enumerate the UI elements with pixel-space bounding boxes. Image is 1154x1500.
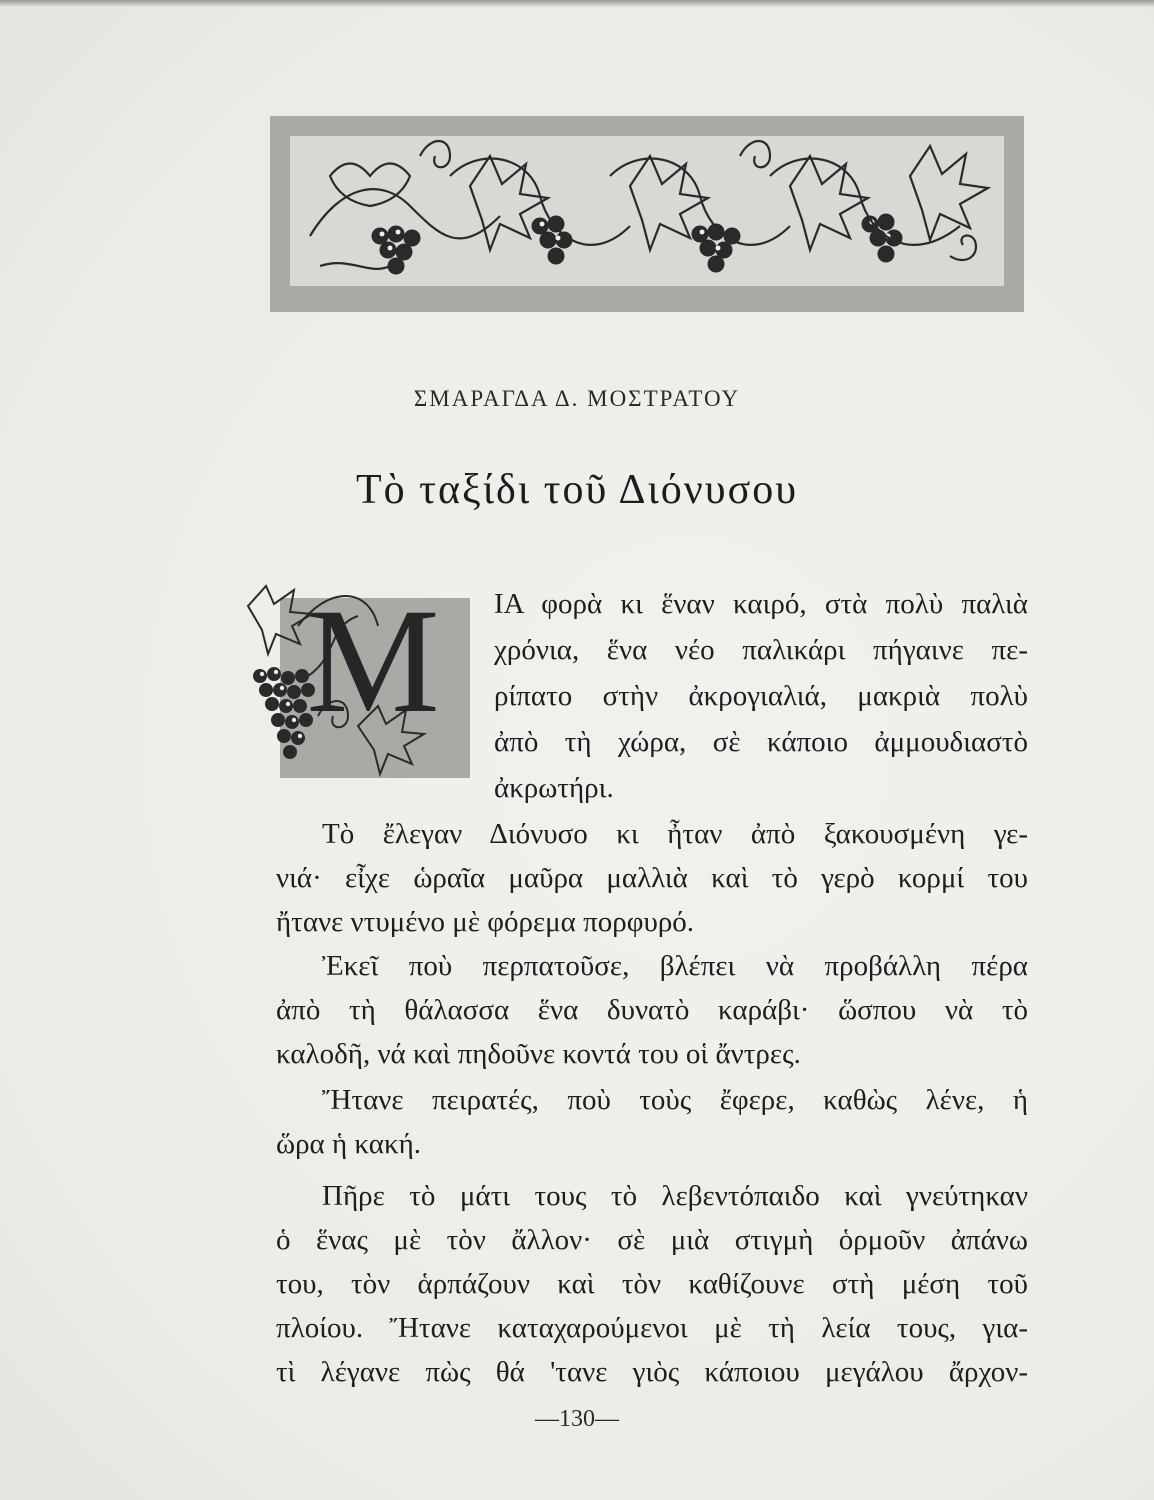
grapevine-ornament-icon — [270, 116, 1024, 312]
text-line: Πῆρε τὸ μάτι τους τὸ λεβεντόπαιδο καὶ γνεύτηκαν — [322, 1180, 1028, 1212]
scan-edge — [0, 0, 1154, 8]
dropcap-letter: Μ — [306, 578, 440, 744]
text-line: τὶ λέγανε πὼς θά 'τανε γιὸς κάποιου μεγάλου ἄρχον- — [276, 1356, 1028, 1388]
text-line: Ἐκεῖ ποὺ περπατοῦσε, βλέπει νὰ προβάλλη πέρα — [322, 950, 1028, 982]
text-line: πλοίου. Ἤτανε καταχαρούμενοι μὲ τὴ λεία τους, για- — [276, 1312, 1028, 1344]
page-number: —130— — [535, 1406, 619, 1432]
text-line: ΙΑ φορὰ κι ἕναν καιρό, στὰ πολὺ παλιὰ — [494, 588, 1028, 620]
chapter-title: Τὸ ταξίδι τοῦ Διόνυσου — [355, 467, 799, 513]
text-line: ρίπατο στὴν ἀκρογιαλιά, μακριὰ πολὺ — [494, 680, 1028, 712]
text-line: ἀπὸ τὴ θάλασσα ἕνα δυνατὸ καράβι· ὥσπου νὰ τὸ — [276, 994, 1028, 1026]
text-line: χρόνια, ἕνα νέο παλικάρι πήγαινε πε- — [494, 634, 1028, 666]
dropcap-block — [238, 566, 478, 782]
text-line: ὁ ἕνας μὲ τὸν ἄλλον· σὲ μιὰ στιγμὴ ὁρμοῦν ἀπάνω — [276, 1224, 1028, 1256]
text-line: του, τὸν ἁρπάζουν καὶ τὸν καθίζουνε στὴ μέση τοῦ — [276, 1268, 1028, 1300]
text-line: ἀπὸ τὴ χώρα, σὲ κάποιο ἀμμουδιαστὸ — [494, 726, 1028, 758]
text-line: ἤτανε ντυμένο μὲ φόρεμα πορφυρό. — [276, 906, 695, 938]
text-line: Ἤτανε πειρατές, ποὺ τοὺς ἔφερε, καθὼς λένε, ἡ — [322, 1084, 1028, 1116]
author-name: ΣΜΑΡΑΓΔΑ Δ. ΜΟΣΤΡΑΤΟΥ — [413, 386, 741, 411]
text-line: νιά· εἶχε ὡραῖα μαῦρα μαλλιὰ καὶ τὸ γερὸ κορμί του — [276, 862, 1028, 894]
text-line: Τὸ ἔλεγαν Διόνυσο κι ἦταν ἀπὸ ξακουσμένη γε- — [322, 818, 1028, 850]
text-line: ἀκρωτήρι. — [494, 772, 614, 804]
text-line: ὥρα ἡ κακή. — [276, 1128, 421, 1160]
text-line: καλοδῆ, νά καὶ πηδοῦνε κοντά του οἱ ἄντρες. — [276, 1038, 801, 1070]
header-ornament — [270, 116, 1024, 312]
